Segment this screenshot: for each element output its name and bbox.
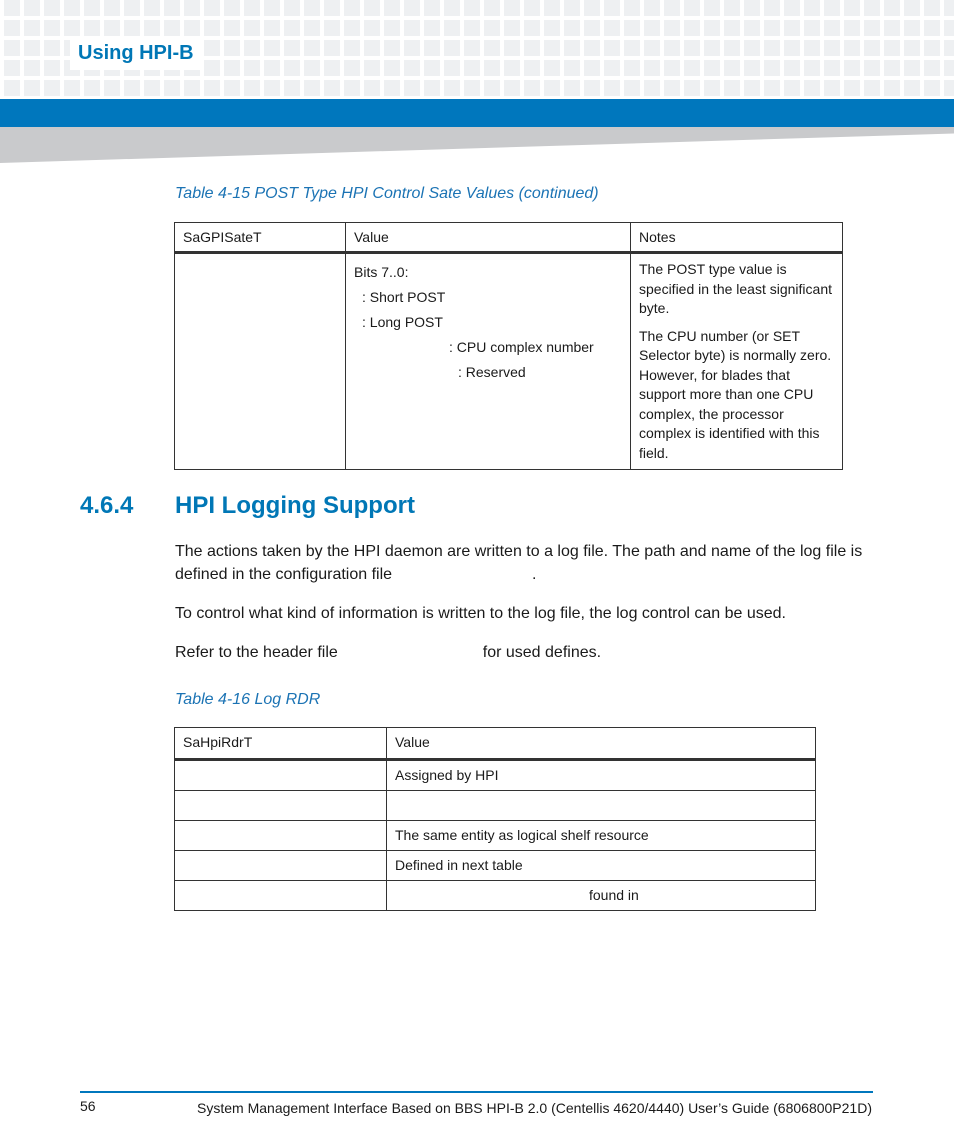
paragraph-text: for used defines. <box>482 644 602 661</box>
value-line: : Short POST <box>362 289 446 305</box>
value-line: Bits 7..0: <box>354 264 409 280</box>
header-sweep <box>0 127 954 163</box>
paragraph-text: The actions taken by the HPI daemon are written to a log file. The path and name of the log file is defined in the configuration file <box>175 543 863 583</box>
table-row <box>175 821 816 851</box>
table-row <box>175 881 816 911</box>
table1-row <box>175 253 843 470</box>
table1-notes-cell <box>631 253 843 470</box>
table1-header-row <box>175 223 843 253</box>
table2-cell: found in <box>387 881 816 911</box>
note-paragraph: The POST type value is specified in the least significant byte. <box>639 261 832 316</box>
table2-col-header: SaHpiRdrT <box>175 728 387 760</box>
paragraph-header-file <box>175 641 875 664</box>
section-title: HPI Logging Support <box>175 492 415 519</box>
section-number: 4.6.4 <box>80 492 134 519</box>
running-header-title: Using HPI-B <box>70 36 202 70</box>
table2-cell: Assigned by HPI <box>387 760 816 791</box>
log-rdr-table <box>174 727 816 911</box>
table2-cell: The same entity as logical shelf resource <box>387 821 816 851</box>
table2-caption: Table 4-16 Log RDR <box>175 691 321 708</box>
table1-col-header: SaGPISateT <box>175 223 346 253</box>
value-line: : Long POST <box>362 314 443 330</box>
paragraph-text: Refer to the header file <box>175 644 338 661</box>
table1-col-header: Value <box>346 223 631 253</box>
table2-cell <box>175 821 387 851</box>
table2-header-row <box>175 728 816 760</box>
table2-cell <box>175 760 387 791</box>
table-row <box>175 791 816 821</box>
table1-caption: Table 4-15 POST Type HPI Control Sate Values (continued) <box>175 185 599 202</box>
table2-cell: Defined in next table <box>387 851 816 881</box>
table2-cell <box>175 791 387 821</box>
table2-col-header: Value <box>387 728 816 760</box>
post-type-table <box>174 222 843 470</box>
table1-value-cell <box>346 253 631 470</box>
table-row <box>175 851 816 881</box>
page-number: 56 <box>80 1098 96 1114</box>
paragraph-log-control: To control what kind of information is written to the log file, the log control can be used. <box>175 605 786 622</box>
footer-rule <box>80 1091 873 1093</box>
paragraph-log-file: The actions taken by the HPI daemon are written to a log file. The path and name of the log file is defined in the configuration file . <box>175 543 863 583</box>
value-line: : CPU complex number <box>449 339 594 355</box>
table2-cell <box>387 791 816 821</box>
note-paragraph: The CPU number (or SET Selector byte) is normally zero. However, for blades that support more than one CPU complex, the processor complex is identified with this field. <box>639 327 832 461</box>
table-row <box>175 760 816 791</box>
footer-document-title: System Management Interface Based on BBS HPI-B 2.0 (Centellis 4620/4440) User’s Guide (6806800P21D) <box>197 1100 872 1116</box>
table2-cell <box>175 881 387 911</box>
table1-col-header: Notes <box>631 223 843 253</box>
table1-cell <box>175 253 346 470</box>
header-band <box>0 99 954 127</box>
value-line: : Reserved <box>458 364 526 380</box>
table2-cell <box>175 851 387 881</box>
